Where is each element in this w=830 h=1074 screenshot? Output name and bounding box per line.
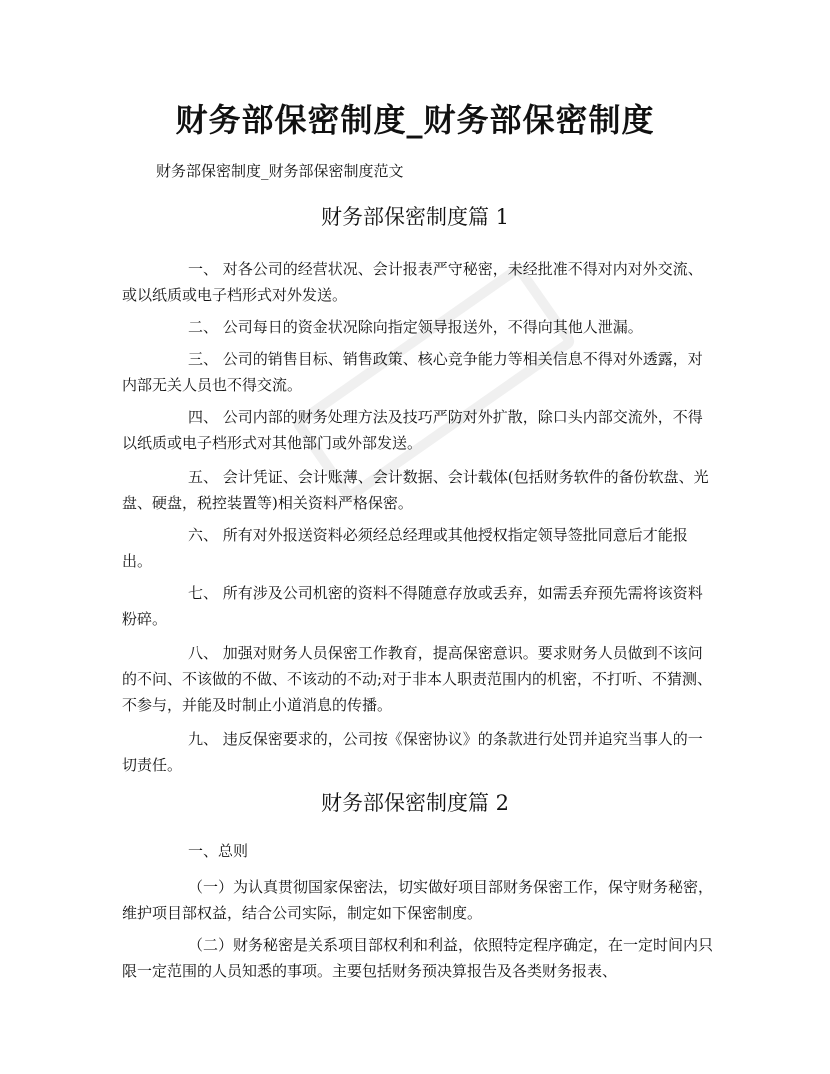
paragraph-item: 五、 会计凭证、会计账薄、会计数据、会计载体(包括财务软件的备份软盘、光盘、硬盘，税控装置等)相关资料严格保密。 xyxy=(122,468,709,512)
paragraph-item: 八、 加强对财务人员保密工作教育，提高保密意识。要求财务人员做到不该问的不问、不该做的不做、不该动的不动;对于非本人职责范围内的机密，不打听、不猜测、不参与，并能及时制止小道消息的传播。 xyxy=(122,644,713,714)
paragraph-item: 七、 所有涉及公司机密的资料不得随意存放或丢弃，如需丢弃预先需将该资料粉碎。 xyxy=(122,584,703,628)
section-heading-2: 财务部保密制度篇 2 xyxy=(320,791,510,815)
paragraph-item: 一、总则 xyxy=(188,842,249,860)
paragraph-item: 六、 所有对外报送资料必须经总经理或其他授权指定领导签批同意后才能报出。 xyxy=(122,526,688,570)
paragraph-item: （一）为认真贯彻国家保密法，切实做好项目部财务保密工作，保守财务秘密，维护项目部权益，结合公司实际，制定如下保密制度。 xyxy=(122,878,714,922)
paragraph-item: 九、 违反保密要求的，公司按《保密协议》的条款进行处罚并追究当事人的一切责任。 xyxy=(122,730,703,774)
paragraph-item: （二）财务秘密是关系项目部权利和利益，依照特定程序确定，在一定时间内只限一定范围的人员知悉的事项。主要包括财务预决算报告及各类财务报表、 xyxy=(122,936,714,980)
document-title: 财务部保密制度_财务部保密制度 xyxy=(175,101,655,139)
section-heading-1: 财务部保密制度篇 1 xyxy=(320,205,510,229)
document-subtitle: 财务部保密制度_财务部保密制度范文 xyxy=(156,162,404,180)
paragraph-item: 一、 对各公司的经营状况、会计报表严守秘密，未经批准不得对内对外交流、或以纸质或电子档形式对外发送。 xyxy=(122,260,703,304)
paragraph-item: 三、 公司的销售目标、销售政策、核心竞争能力等相关信息不得对外透露，对内部无关人员也不得交流。 xyxy=(122,350,703,394)
paragraph-item: 二、 公司每日的资金状况除向指定领导报送外，不得向其他人泄漏。 xyxy=(188,318,643,336)
paragraph-item: 四、 公司内部的财务处理方法及技巧严防对外扩散，除口头内部交流外，不得以纸质或电子档形式对其他部门或外部发送。 xyxy=(122,408,703,452)
